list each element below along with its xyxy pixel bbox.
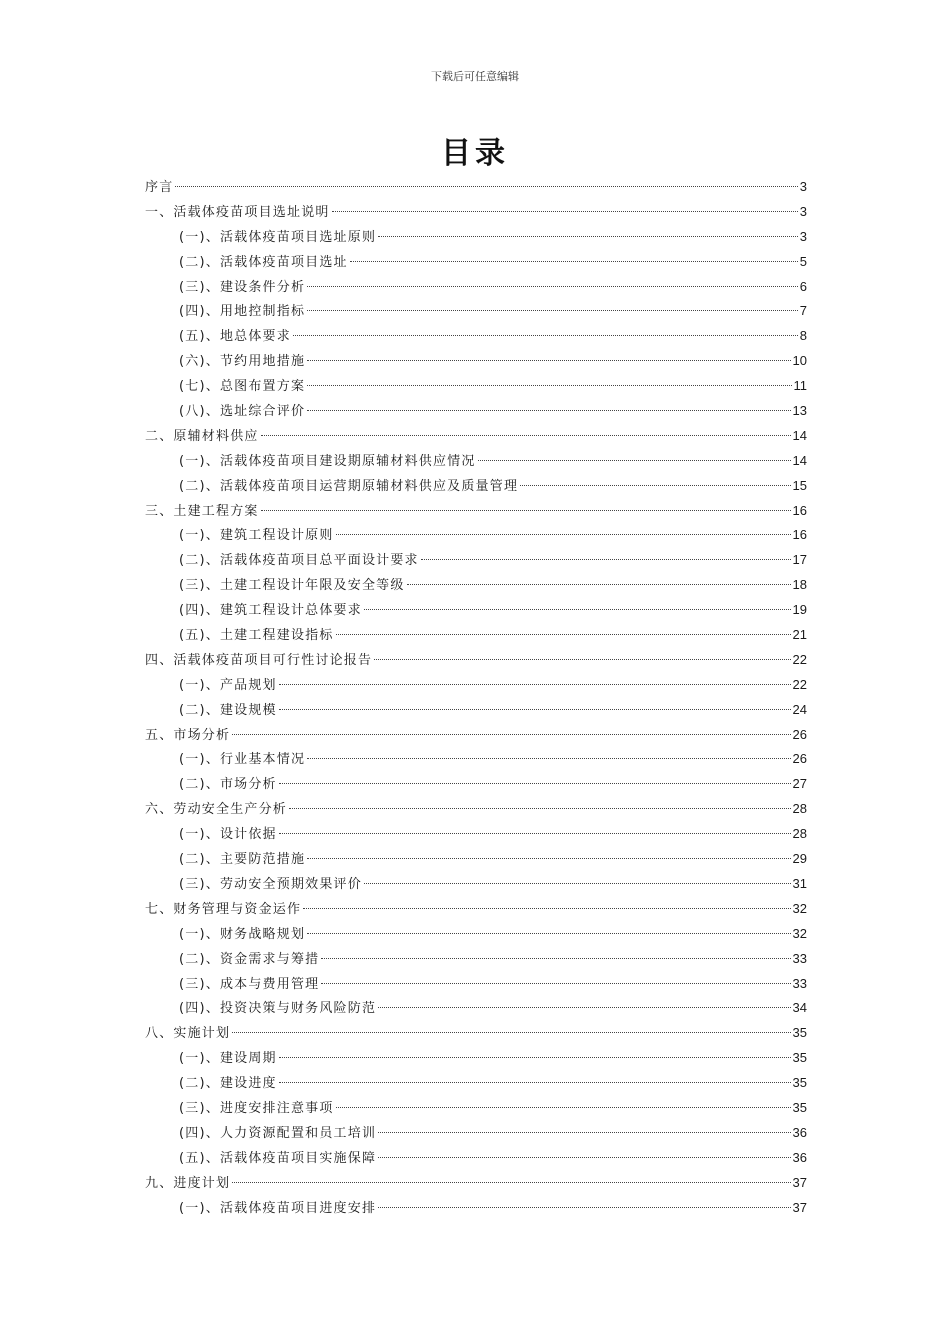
toc-section-entry[interactable] bbox=[145, 797, 807, 822]
toc-subsection-entry[interactable] bbox=[145, 449, 807, 474]
toc-section-entry[interactable] bbox=[145, 1171, 807, 1196]
toc-page-number: 7 bbox=[799, 303, 807, 319]
toc-entry-title: (五)、土建工程建设指标 bbox=[179, 628, 334, 644]
toc-subsection-entry[interactable] bbox=[145, 399, 807, 424]
toc-dot-leader bbox=[350, 261, 798, 262]
toc-dot-leader bbox=[303, 908, 790, 909]
toc-entry-title: (一)、活载体疫苗项目选址原则 bbox=[179, 229, 377, 245]
toc-page-number: 6 bbox=[799, 278, 807, 294]
toc-dot-leader bbox=[261, 510, 791, 511]
toc-subsection-entry[interactable] bbox=[145, 1196, 807, 1221]
toc-entry-title: (二)、活载体疫苗项目选址 bbox=[179, 254, 348, 270]
toc-dot-leader bbox=[175, 186, 797, 187]
toc-dot-leader bbox=[261, 435, 791, 436]
toc-subsection-entry[interactable] bbox=[145, 573, 807, 598]
toc-entry-title: 五、市场分析 bbox=[145, 727, 231, 743]
toc-entry-title: (一)、活载体疫苗项目进度安排 bbox=[179, 1200, 377, 1216]
toc-page-number: 32 bbox=[792, 925, 807, 941]
toc-page-number: 36 bbox=[792, 1149, 807, 1165]
toc-dot-leader bbox=[307, 933, 790, 934]
toc-dot-leader bbox=[336, 1107, 791, 1108]
toc-entry-title: (二)、主要防范措施 bbox=[179, 852, 306, 868]
toc-subsection-entry[interactable] bbox=[145, 523, 807, 548]
toc-page-number: 35 bbox=[792, 1099, 807, 1115]
toc-page-number: 32 bbox=[792, 900, 807, 916]
toc-section-entry[interactable] bbox=[145, 200, 807, 225]
toc-dot-leader bbox=[279, 709, 791, 710]
toc-dot-leader bbox=[520, 485, 790, 486]
toc-dot-leader bbox=[279, 833, 791, 834]
toc-dot-leader bbox=[307, 360, 790, 361]
toc-entry-title: (三)、进度安排注意事项 bbox=[179, 1100, 334, 1116]
toc-dot-leader bbox=[293, 335, 798, 336]
toc-subsection-entry[interactable] bbox=[145, 275, 807, 300]
toc-entry-title: 九、进度计划 bbox=[145, 1175, 231, 1191]
toc-page-number: 17 bbox=[792, 552, 807, 568]
toc-page-number: 8 bbox=[799, 328, 807, 344]
toc-entry-title: (二)、资金需求与筹措 bbox=[179, 951, 320, 967]
toc-dot-leader bbox=[279, 1082, 791, 1083]
toc-section-entry[interactable] bbox=[145, 648, 807, 673]
toc-page-number: 22 bbox=[792, 676, 807, 692]
toc-page-number: 29 bbox=[792, 851, 807, 867]
toc-dot-leader bbox=[321, 958, 790, 959]
toc-page-number: 11 bbox=[793, 378, 807, 394]
toc-subsection-entry[interactable] bbox=[145, 673, 807, 698]
toc-entry-title: (八)、选址综合评价 bbox=[179, 404, 306, 420]
toc-subsection-entry[interactable] bbox=[145, 474, 807, 499]
toc-entry-title: (二)、活载体疫苗项目运营期原辅材料供应及质量管理 bbox=[179, 478, 519, 494]
toc-page-number: 19 bbox=[792, 602, 807, 618]
toc-section-entry[interactable] bbox=[145, 175, 807, 200]
toc-dot-leader bbox=[374, 659, 790, 660]
toc-page-number: 35 bbox=[792, 1050, 807, 1066]
toc-entry-title: 二、原辅材料供应 bbox=[145, 428, 259, 444]
toc-entry-title: (一)、活载体疫苗项目建设期原辅材料供应情况 bbox=[179, 453, 476, 469]
toc-entry-title: (六)、节约用地措施 bbox=[179, 354, 306, 370]
toc-entry-title: (一)、产品规划 bbox=[179, 677, 277, 693]
toc-page-number: 26 bbox=[792, 726, 807, 742]
toc-title: 目录 bbox=[441, 136, 509, 171]
toc-subsection-entry[interactable] bbox=[145, 1146, 807, 1171]
toc-page-number: 22 bbox=[792, 651, 807, 667]
toc-page-number: 35 bbox=[792, 1025, 807, 1041]
toc-entry-title: (二)、建设规模 bbox=[179, 702, 277, 718]
toc-subsection-entry[interactable] bbox=[145, 349, 807, 374]
toc-page-number: 27 bbox=[792, 776, 807, 792]
toc-entry-title: (二)、活载体疫苗项目总平面设计要求 bbox=[179, 553, 419, 569]
toc-subsection-entry[interactable] bbox=[145, 822, 807, 847]
toc-section-entry[interactable] bbox=[145, 723, 807, 748]
toc-page-number: 33 bbox=[792, 975, 807, 991]
toc-section-entry[interactable] bbox=[145, 897, 807, 922]
toc-page-number: 37 bbox=[792, 1174, 807, 1190]
toc-dot-leader bbox=[279, 684, 791, 685]
toc-dot-leader bbox=[336, 634, 791, 635]
toc-entry-title: (五)、活载体疫苗项目实施保障 bbox=[179, 1150, 377, 1166]
toc-dot-leader bbox=[307, 758, 790, 759]
toc-page-number: 14 bbox=[792, 427, 807, 443]
toc-dot-leader bbox=[364, 883, 791, 884]
toc-page-number: 37 bbox=[792, 1199, 807, 1215]
toc-dot-leader bbox=[378, 1007, 790, 1008]
toc-subsection-entry[interactable] bbox=[145, 548, 807, 573]
toc-dot-leader bbox=[364, 609, 791, 610]
toc-entry-title: 序言 bbox=[145, 180, 174, 195]
toc-page-number: 10 bbox=[792, 353, 807, 369]
toc-dot-leader bbox=[407, 584, 791, 585]
toc-entry-title: (二)、建设进度 bbox=[179, 1076, 277, 1092]
toc-dot-leader bbox=[307, 410, 790, 411]
toc-section-entry[interactable] bbox=[145, 499, 807, 524]
toc-dot-leader bbox=[378, 1207, 790, 1208]
toc-subsection-entry[interactable] bbox=[145, 996, 807, 1021]
toc-section-entry[interactable] bbox=[145, 1021, 807, 1046]
toc-subsection-entry[interactable] bbox=[145, 698, 807, 723]
toc-dot-leader bbox=[378, 1132, 790, 1133]
toc-subsection-entry[interactable] bbox=[145, 1046, 807, 1071]
toc-dot-leader bbox=[279, 1057, 791, 1058]
toc-dot-leader bbox=[232, 734, 790, 735]
toc-dot-leader bbox=[378, 1157, 790, 1158]
toc-entry-title: (三)、建设条件分析 bbox=[179, 279, 306, 295]
toc-subsection-entry[interactable] bbox=[145, 250, 807, 275]
toc-subsection-entry[interactable] bbox=[145, 947, 807, 972]
toc-page-number: 3 bbox=[799, 203, 807, 219]
header-note: 下载后可任意编辑 bbox=[431, 70, 519, 83]
toc-page-number: 13 bbox=[792, 403, 807, 419]
toc-section-entry[interactable] bbox=[145, 424, 807, 449]
toc-subsection-entry[interactable] bbox=[145, 1121, 807, 1146]
toc-entry-title: 六、劳动安全生产分析 bbox=[145, 802, 288, 818]
toc-dot-leader bbox=[478, 460, 791, 461]
toc-page-number: 16 bbox=[792, 502, 807, 518]
toc-entry-title: (四)、人力资源配置和员工培训 bbox=[179, 1125, 377, 1141]
toc-dot-leader bbox=[307, 858, 790, 859]
table-of-contents bbox=[145, 175, 807, 1220]
toc-subsection-entry[interactable] bbox=[145, 1071, 807, 1096]
toc-page-number: 16 bbox=[792, 527, 807, 543]
toc-dot-leader bbox=[232, 1182, 790, 1183]
toc-entry-title: (四)、建筑工程设计总体要求 bbox=[179, 603, 362, 619]
toc-dot-leader bbox=[279, 783, 791, 784]
toc-entry-title: 八、实施计划 bbox=[145, 1026, 231, 1042]
toc-dot-leader bbox=[307, 286, 798, 287]
toc-entry-title: (二)、市场分析 bbox=[179, 777, 277, 793]
toc-entry-title: 七、财务管理与资金运作 bbox=[145, 901, 302, 917]
toc-page-number: 26 bbox=[792, 751, 807, 767]
toc-page-number: 28 bbox=[792, 801, 807, 817]
toc-entry-title: (三)、土建工程设计年限及安全等级 bbox=[179, 578, 405, 594]
toc-page-number: 36 bbox=[792, 1124, 807, 1140]
toc-page-number: 21 bbox=[792, 627, 807, 643]
toc-subsection-entry[interactable] bbox=[145, 374, 807, 399]
toc-entry-title: (一)、建设周期 bbox=[179, 1051, 277, 1067]
toc-dot-leader bbox=[289, 808, 791, 809]
toc-subsection-entry[interactable] bbox=[145, 623, 807, 648]
toc-subsection-entry[interactable] bbox=[145, 872, 807, 897]
toc-page-number: 15 bbox=[792, 477, 807, 493]
toc-dot-leader bbox=[332, 211, 798, 212]
toc-page-number: 24 bbox=[792, 701, 807, 717]
toc-entry-title: (七)、总图布置方案 bbox=[179, 379, 306, 395]
toc-subsection-entry[interactable] bbox=[145, 299, 807, 324]
toc-entry-title: (四)、用地控制指标 bbox=[179, 304, 306, 320]
toc-dot-leader bbox=[378, 236, 798, 237]
toc-subsection-entry[interactable] bbox=[145, 324, 807, 349]
toc-entry-title: (三)、成本与费用管理 bbox=[179, 976, 320, 992]
toc-subsection-entry[interactable] bbox=[145, 922, 807, 947]
toc-page-number: 3 bbox=[799, 179, 807, 194]
toc-page-number: 18 bbox=[792, 577, 807, 593]
toc-entry-title: (三)、劳动安全预期效果评价 bbox=[179, 876, 362, 892]
toc-subsection-entry[interactable] bbox=[145, 972, 807, 997]
toc-subsection-entry[interactable] bbox=[145, 225, 807, 250]
toc-dot-leader bbox=[307, 385, 791, 386]
toc-page-number: 33 bbox=[792, 950, 807, 966]
toc-entry-title: (一)、设计依据 bbox=[179, 827, 277, 843]
toc-entry-title: (四)、投资决策与财务风险防范 bbox=[179, 1001, 377, 1017]
toc-entry-title: (一)、建筑工程设计原则 bbox=[179, 528, 334, 544]
toc-dot-leader bbox=[307, 310, 798, 311]
toc-subsection-entry[interactable] bbox=[145, 1096, 807, 1121]
toc-entry-title: (五)、地总体要求 bbox=[179, 329, 291, 345]
toc-page-number: 28 bbox=[792, 826, 807, 842]
toc-entry-title: (一)、行业基本情况 bbox=[179, 752, 306, 768]
toc-entry-title: 三、土建工程方案 bbox=[145, 503, 259, 519]
toc-dot-leader bbox=[321, 983, 790, 984]
toc-entry-title: (一)、财务战略规划 bbox=[179, 926, 306, 942]
toc-subsection-entry[interactable] bbox=[145, 747, 807, 772]
toc-page-number: 34 bbox=[792, 1000, 807, 1016]
toc-dot-leader bbox=[421, 559, 791, 560]
toc-page-number: 5 bbox=[799, 253, 807, 269]
toc-dot-leader bbox=[232, 1032, 790, 1033]
toc-page-number: 35 bbox=[792, 1075, 807, 1091]
toc-subsection-entry[interactable] bbox=[145, 847, 807, 872]
toc-entry-title: 一、活载体疫苗项目选址说明 bbox=[145, 204, 330, 220]
toc-page-number: 3 bbox=[799, 228, 807, 244]
toc-subsection-entry[interactable] bbox=[145, 598, 807, 623]
toc-entry-title: 四、活载体疫苗项目可行性讨论报告 bbox=[145, 652, 373, 668]
toc-page-number: 14 bbox=[792, 452, 807, 468]
toc-page-number: 31 bbox=[792, 875, 807, 891]
toc-dot-leader bbox=[336, 534, 791, 535]
toc-subsection-entry[interactable] bbox=[145, 772, 807, 797]
